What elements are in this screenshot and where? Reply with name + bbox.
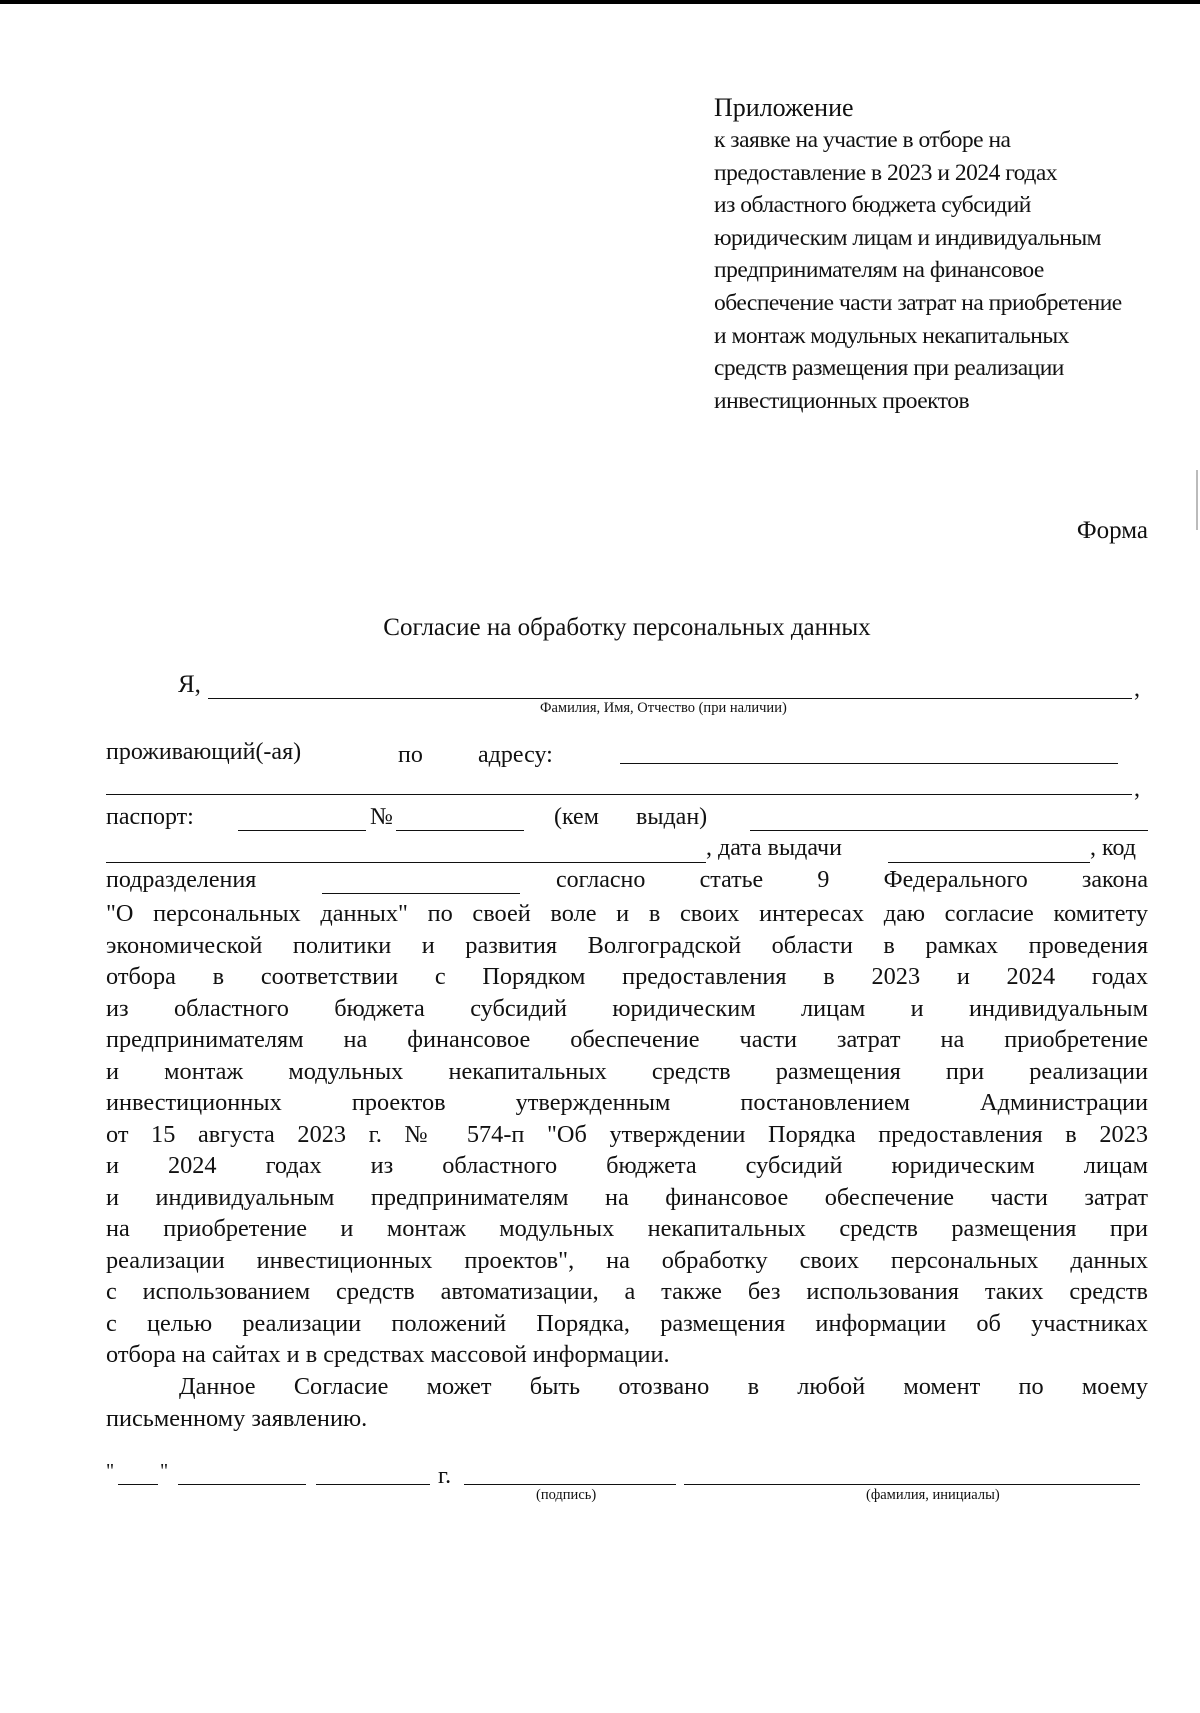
name-initials-field[interactable] xyxy=(684,1484,1140,1485)
number-sign: № xyxy=(370,804,393,830)
appendix-line: к заявке на участие в отборе на xyxy=(714,127,1011,153)
body-first-line: согласно статье 9 Федерального закона xyxy=(556,867,1148,893)
paragraph-line: из областного бюджета субсидий юридическим лицам и индивидуальным xyxy=(106,994,1148,1022)
name-caption: (фамилия, инициалы) xyxy=(866,1487,1000,1503)
paragraph-line: инвестиционных проектов утвержденным постановлением Администрации xyxy=(106,1089,1148,1116)
appendix-line: и монтаж модульных некапитальных xyxy=(714,322,1069,349)
appendix-line: инвестиционных проектов xyxy=(714,387,970,414)
revocation-line: Данное Согласие может быть отозвано в любой момент по моему xyxy=(179,1373,1148,1400)
appendix-heading: Приложение xyxy=(714,93,854,122)
passport-series-field[interactable] xyxy=(238,830,366,831)
appendix-line: из областного бюджета субсидий xyxy=(714,192,1031,219)
paragraph-line: реализации инвестиционных проектов", на обработку своих персональных данных xyxy=(106,1246,1148,1274)
paragraph-line: на приобретение и монтаж модульных некапитальных средств размещения при xyxy=(106,1215,1148,1242)
appendix-block xyxy=(714,92,1184,417)
paragraph-line: с целью реализации положений Порядка, размещения информации об участниках xyxy=(106,1309,1148,1337)
date-quote-open: " xyxy=(106,1460,115,1482)
address-field[interactable] xyxy=(620,763,1118,764)
paragraph-line: предпринимателям на финансовое обеспечение части затрат на приобретение xyxy=(106,1026,1148,1053)
passport-number-field[interactable] xyxy=(396,830,524,831)
scan-top-border xyxy=(0,0,1200,4)
appendix-line: предпринимателям на финансовое xyxy=(714,257,1044,284)
document-title: Согласие на обработку персональных данных xyxy=(383,614,871,641)
comma: , xyxy=(1134,676,1140,702)
issued-by-open: (кем xyxy=(554,804,599,830)
year-suffix: г. xyxy=(438,1463,452,1489)
appendix-line: юридическим лицам и индивидуальным xyxy=(714,224,1101,251)
date-month-field[interactable] xyxy=(178,1484,306,1485)
paragraph-line: и 2024 годах из областного бюджета субсидий юридическим лицам xyxy=(106,1152,1148,1179)
address-label: адресу: xyxy=(478,742,553,768)
scan-edge-mark xyxy=(1196,470,1198,530)
issue-date-label: , дата выдачи xyxy=(706,835,842,861)
paragraph-line: отбора в соответствии с Порядком предоставления в 2023 и 2024 годах xyxy=(106,963,1148,990)
paragraph-line: "О персональных данных" по своей воле и в своих интересах даю согласие комитету xyxy=(106,900,1148,927)
address-field-continued[interactable] xyxy=(106,794,1132,795)
appendix-line: обеспечение части затрат на приобретение xyxy=(714,289,1122,316)
paragraph-line: с использованием средств автоматизации, а также без использования таких средств xyxy=(106,1278,1148,1305)
subdivision-label: подразделения xyxy=(106,867,257,893)
paragraph-line: и индивидуальным предпринимателям на финансовое обеспечение части затрат xyxy=(106,1183,1148,1211)
date-year-field[interactable] xyxy=(316,1484,430,1485)
consent-paragraph xyxy=(106,898,1148,1371)
residing-label: проживающий(-ая) xyxy=(106,739,302,765)
subdivision-code-field[interactable] xyxy=(322,893,520,894)
issue-date-field[interactable] xyxy=(888,862,1090,863)
issued-by-field-continued[interactable] xyxy=(106,862,706,863)
revocation-paragraph xyxy=(106,1371,1148,1435)
code-label: , код xyxy=(1090,835,1136,861)
passport-label: паспорт: xyxy=(106,804,194,830)
signature-caption: (подпись) xyxy=(536,1487,597,1503)
revocation-line: письменному заявлению. xyxy=(106,1405,368,1432)
date-day-field[interactable] xyxy=(118,1484,158,1485)
paragraph-line: и монтаж модульных некапитальных средств размещения при реализации xyxy=(106,1057,1148,1085)
paragraph-line: от 15 августа 2023 г. № 574-п "Об утверждении Порядка предоставления в 2023 xyxy=(106,1120,1148,1148)
signature-field[interactable] xyxy=(464,1484,676,1485)
appendix-line: предоставление в 2023 и 2024 годах xyxy=(714,159,1057,186)
fio-field[interactable] xyxy=(208,698,1132,699)
comma: , xyxy=(1134,776,1140,802)
issued-by-field[interactable] xyxy=(750,830,1148,831)
fio-caption: Фамилия, Имя, Отчество (при наличии) xyxy=(540,700,787,716)
form-label: Форма xyxy=(1076,517,1148,544)
issued-by-close: выдан) xyxy=(636,804,708,830)
pronoun-ya: Я, xyxy=(178,671,201,698)
paragraph-line: экономической политики и развития Волгоградской области в рамках проведения xyxy=(106,931,1148,959)
paragraph-line: отбора на сайтах и в средствах массовой информации. xyxy=(106,1341,670,1368)
date-quote-close: " xyxy=(160,1460,169,1482)
appendix-line: средств размещения при реализации xyxy=(714,355,1064,382)
po-label: по xyxy=(398,742,423,768)
